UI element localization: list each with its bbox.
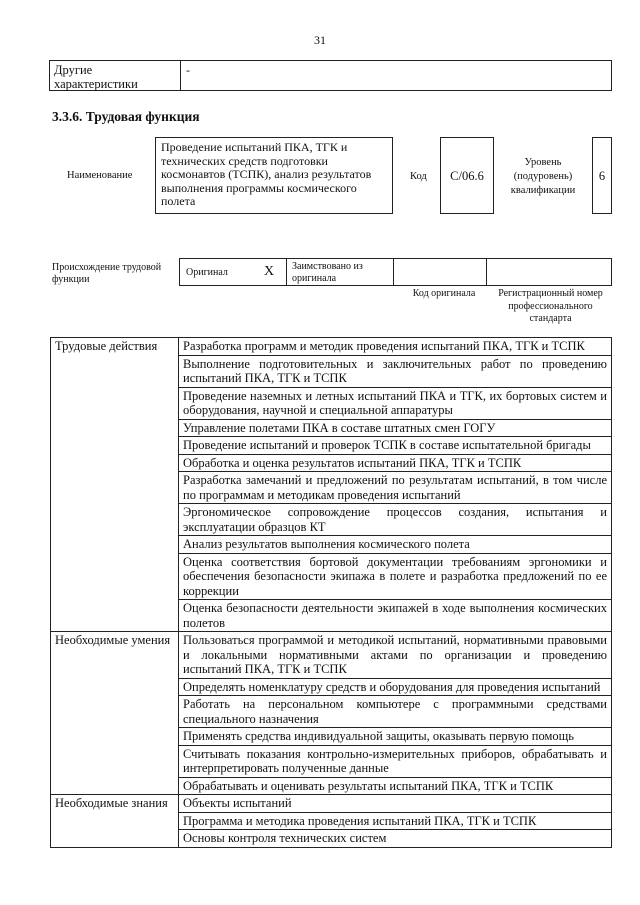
- code-value: С/06.6: [450, 169, 484, 183]
- list-item: Оценка безопасности деятельности экипажей в ходе выполнения космических полетов: [179, 599, 611, 631]
- original-label: Оригинал: [186, 267, 228, 278]
- name-box: [155, 137, 393, 214]
- section-items: [179, 795, 611, 847]
- origin-row: [179, 258, 612, 286]
- name-value: Проведение испытаний ПКА, ТГК и технических средств подготовки космонавтов (ТСПК), анализ результатов выполнения программы космического полета: [161, 140, 372, 208]
- level-label: Уровень (подуровень) квалификации: [510, 157, 576, 196]
- section-label: Необходимые знания: [51, 795, 179, 847]
- list-item: Применять средства индивидуальной защиты, оказывать первую помощь: [179, 727, 611, 745]
- section-heading: 3.3.6. Трудовая функция: [52, 109, 200, 124]
- original-code-label: Код оригинала: [412, 288, 476, 299]
- other-characteristics-label: Другие характеристики: [54, 63, 138, 91]
- list-item: Основы контроля технических систем: [179, 829, 611, 847]
- list-item: Пользоваться программой и методикой испытаний, нормативными правовыми и локальными нормативными актами по организации и проведению испытаний ПКА, ТГК и ТСПК: [183, 633, 607, 676]
- required-skills-section: [51, 631, 611, 794]
- other-characteristics-table: [49, 60, 612, 91]
- section-items: [179, 338, 611, 631]
- section-items: [179, 632, 611, 794]
- list-item: Проведение наземных и летных испытаний ПКА и ТГК, их бортовых систем и оборудования, научной и специальной аппаратуры: [179, 387, 611, 419]
- list-item: Обработка и оценка результатов испытаний ПКА, ТГК и ТСПК: [179, 454, 611, 472]
- function-details-table: [50, 337, 612, 848]
- level-box: [592, 137, 612, 214]
- list-item: Оценка соответствия бортовой документации требованиям эргономики и обеспечения безопасности экипажа в полете и разработка предложений по ее коррекции: [179, 553, 611, 600]
- original-mark: X: [264, 264, 275, 279]
- reg-number-label: Регистрационный номер профессионального стандарта: [498, 288, 603, 324]
- list-item: Обрабатывать и оценивать результаты испытаний ПКА, ТГК и ТСПК: [179, 777, 611, 795]
- labor-actions-section: [51, 338, 611, 631]
- list-item: Определять номенклатуру средств и оборудования для проведения испытаний: [179, 678, 611, 696]
- list-item: Разработка программ и методик проведения испытаний ПКА, ТГК и ТСПК: [183, 339, 585, 353]
- required-knowledge-section: [51, 794, 611, 847]
- list-item: Разработка замечаний и предложений по результатам испытаний, в том числе по программам и методикам проведения испытаний: [179, 471, 611, 503]
- borrowed-label: Заимствовано из оригинала: [292, 261, 363, 284]
- name-label: Наименование: [67, 170, 133, 181]
- code-label: Код: [410, 171, 427, 182]
- level-value: 6: [598, 169, 606, 183]
- list-item: Проведение испытаний и проверок ТСПК в составе испытательной бригады: [179, 436, 611, 454]
- list-item: Работать на персональном компьютере с программными средствами специального назначения: [179, 695, 611, 727]
- section-label: Необходимые умения: [51, 632, 179, 794]
- other-characteristics-value: -: [186, 63, 190, 77]
- list-item: Считывать показания контрольно-измерительных приборов, обрабатывать и интерпретировать полученные данные: [179, 745, 611, 777]
- page-number: 31: [314, 33, 326, 47]
- list-item: Объекты испытаний: [183, 796, 292, 810]
- list-item: Анализ результатов выполнения космического полета: [179, 535, 611, 553]
- list-item: Управление полетами ПКА в составе штатных смен ГОГУ: [179, 419, 611, 437]
- list-item: Эргономическое сопровождение процессов создания, испытания и эксплуатации образцов КТ: [179, 503, 611, 535]
- origin-label: Происхождение трудовой функции: [52, 262, 162, 285]
- code-box: [440, 137, 494, 214]
- list-item: Выполнение подготовительных и заключительных работ по проведению испытаний ПКА, ТГК и ТСПК: [179, 355, 611, 387]
- list-item: Программа и методика проведения испытаний ПКА, ТГК и ТСПК: [179, 812, 611, 830]
- section-label: Трудовые действия: [51, 338, 179, 631]
